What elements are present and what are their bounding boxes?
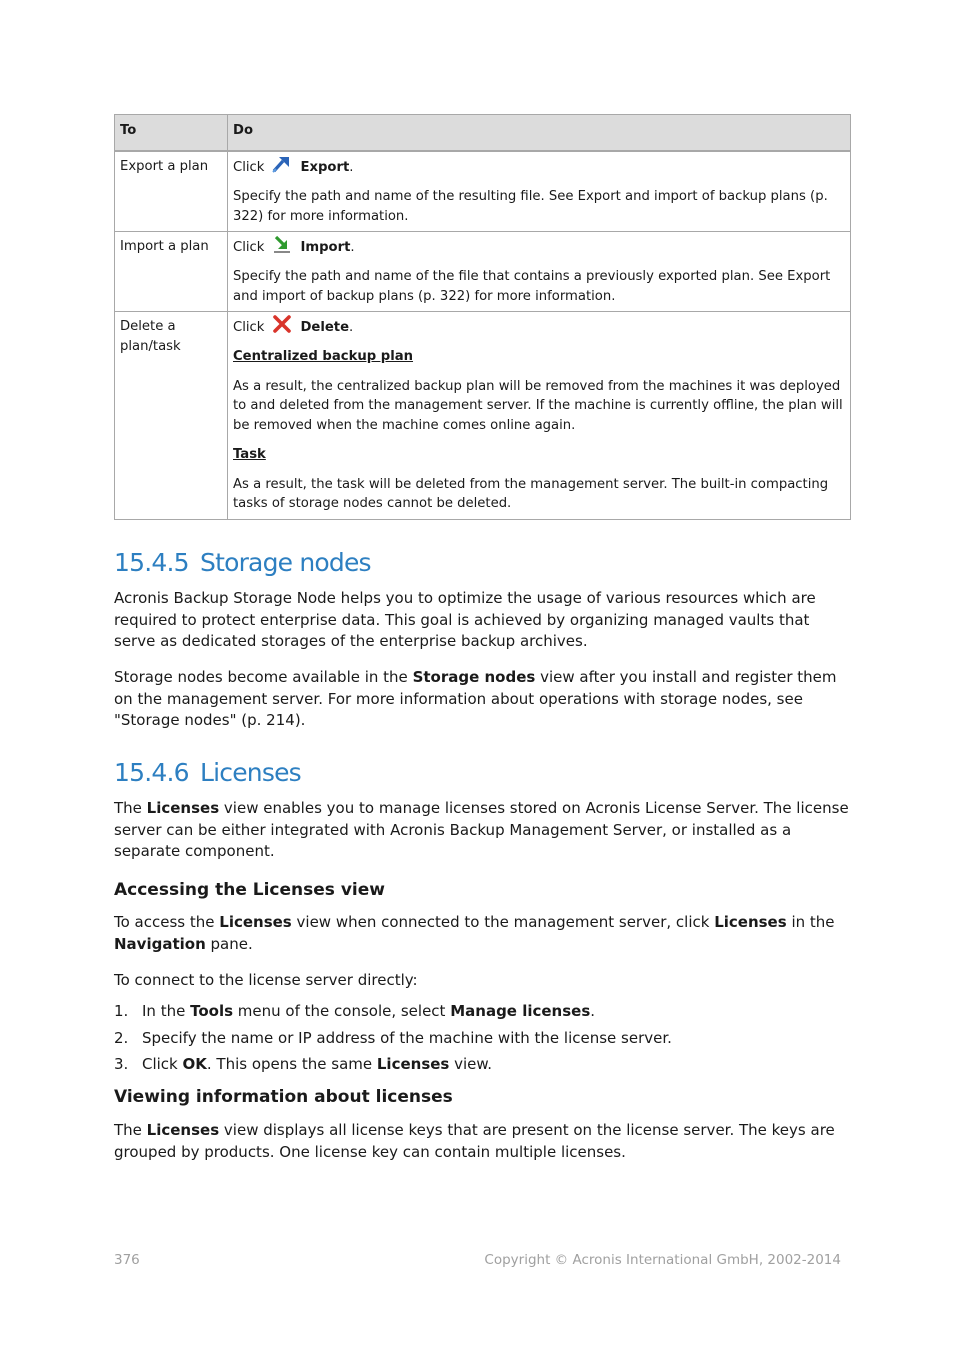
licenses-paragraph-3: To connect to the license server directly: (114, 971, 418, 989)
table-row (115, 232, 851, 312)
subheading-task: Task (233, 447, 266, 462)
storage-paragraph-1: Acronis Backup Storage Node helps you to optimize the usage of various resources which are required to protect enterprise data. This goal is achieved by organizing managed vaults that serve as dedicated storages of the enterprise backup archives. (114, 589, 816, 650)
export-arrow-icon (272, 154, 292, 174)
delete-x-icon (272, 314, 292, 334)
row-description: Specify the path and name of the resulting file. See Export and import of backup plans (p. 322) for more information. (233, 189, 828, 224)
list-item: 2. Specify the name or IP address of the machine with the license server. (114, 1028, 672, 1047)
row-to-cell: Export a plan (115, 151, 228, 232)
subheading-viewing: Viewing information about licenses (114, 1087, 453, 1107)
section-heading-storage-nodes: 15.4.5 Storage nodes (114, 548, 371, 577)
import-label: Import (300, 239, 351, 255)
list-item: 1. In the Tools menu of the console, select Manage licenses. (114, 1002, 596, 1020)
table-row (115, 151, 851, 232)
row-to-cell: Delete a plan/task (115, 312, 228, 520)
actions-table (114, 114, 851, 520)
import-arrow-icon (272, 234, 292, 254)
steps-list (114, 1001, 851, 1081)
row-do-cell (228, 151, 851, 232)
header-do: Do (228, 115, 851, 152)
list-item: 3. Click OK. This opens the same Licenses view. (114, 1055, 493, 1073)
click-line: Click Import . (233, 237, 845, 257)
header-to: To (115, 115, 228, 152)
subheading-centralized: Centralized backup plan (233, 349, 414, 364)
row-description: As a result, the centralized backup plan will be removed from the machines it was deployed to and deleted from the management server. If the machine is currently offline, the plan will be removed when the machine comes online again. (233, 378, 843, 433)
table-header-row (115, 115, 851, 152)
licenses-paragraph-2: To access the Licenses view when connected to the management server, click Licenses in the Navigation pane. (114, 913, 835, 953)
section-heading-licenses: 15.4.6 Licenses (114, 758, 301, 787)
delete-label: Delete (300, 319, 350, 335)
page-number: 376 (114, 1252, 140, 1268)
licenses-paragraph-1: The Licenses view enables you to manage licenses stored on Acronis License Server. The license server can be either integrated with Acronis Backup Management Server, or installed as a separate component. (114, 799, 849, 860)
row-to-cell: Import a plan (115, 232, 228, 312)
licenses-paragraph-4: The Licenses view displays all license keys that are present on the license server. The keys are grouped by products. One license key can contain multiple licenses. (114, 1121, 835, 1161)
storage-paragraph-2: Storage nodes become available in the Storage nodes view after you install and register them on the management server. For more information about operations with storage nodes, see "Storage nodes" (p. 214). (114, 668, 837, 729)
copyright: Copyright © Acronis International GmbH, 2002-2014 (484, 1252, 841, 1268)
table-row (115, 312, 851, 520)
row-description: As a result, the task will be deleted from the management server. The built-in compacting tasks of storage nodes cannot be deleted. (233, 476, 829, 511)
export-label: Export (300, 159, 350, 175)
row-do-cell (228, 232, 851, 312)
row-description: Specify the path and name of the file that contains a previously exported plan. See Export and import of backup plans (p. 322) for more information. (233, 269, 831, 304)
click-line: Click Export . (233, 157, 845, 177)
row-do-cell (228, 312, 851, 520)
subheading-accessing: Accessing the Licenses view (114, 880, 385, 900)
click-line: Click Delete . (233, 317, 845, 337)
